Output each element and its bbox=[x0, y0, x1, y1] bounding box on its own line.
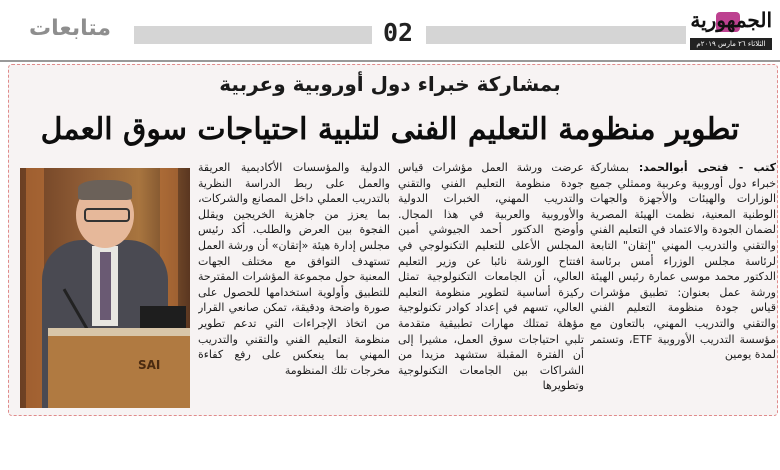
article-kicker: بمشاركة خبراء دول أوروبية وعربية bbox=[219, 72, 561, 96]
podium-logo: SAI bbox=[138, 358, 161, 372]
article-byline: كتب - فتحى أبوالحمد: bbox=[638, 161, 776, 174]
header-rule-right bbox=[426, 26, 686, 44]
header-rule-left bbox=[134, 26, 372, 44]
newspaper-header bbox=[0, 0, 780, 60]
section-title: متابعات bbox=[29, 16, 111, 41]
page-number: 02 bbox=[382, 18, 414, 47]
newspaper-logo bbox=[690, 8, 772, 52]
article-column-1 bbox=[590, 160, 776, 412]
newspaper-name: الجمهورية bbox=[690, 8, 772, 32]
speaker-photo bbox=[20, 168, 190, 408]
article-headline: تطوير منظومة التعليم الفنى لتلبية احتياجات سوق العمل bbox=[40, 112, 740, 147]
article-column-3: الدولية والمؤسسات الأكاديمية العريقة والعمل على ربط الدراسة النظرية بالتدريب العملي داخل المصانع والشركات، بما يعزز من جاهزية الخريجين ويقلل الفجوة بين العرض والطلب. أكد رئيس مجلس إدارة هيئة «إتقان» أن ورشة العمل تستهدف التوافق مع مختلف الجهات المعنية حول مجموعة المؤشرات المقترحة للتطبيق وأولوية استخدامها للحصول على صورة واضحة ودقيقة، تمكن صانعي القرار من اتخاذ الإجراءات التي تدعم تطوير منظومة التعليم الفني والتقني والتدريب المهني بما ينعكس على رفع كفاءة مخرجات تلك المنظومة bbox=[198, 161, 390, 377]
article-column-2: عرضت ورشة العمل مؤشرات قياس جودة منظومة التعليم الفني والتقني والتدريب المهني، الخبرات الدولية والأوروبية والعربية في هذا المجال. وأوضح الدكتور أحمد الجيوشي أمين المجلس الأعلى للتعليم التكنولوجي في افتتاح الورشة نائبا عن وزير التعليم العالي، أن الجامعات التكنولوجية تمثل ركيزة أساسية لتطوير منظومة التعليم العالي، تسهم في إعداد كوادر تكنولوجية مؤهلة تمتلك مهارات تطبيقية متقدمة تلبي احتياجات سوق العمل، مشيرا إلى أن الفترة المقبلة ستشهد مزيدا من الشراكات بين الجامعات التكنولوجية وتطويرها bbox=[398, 161, 584, 393]
issue-date: الثلاثاء ٢٦ مارس ٢٠١٩م bbox=[690, 38, 772, 50]
header-divider bbox=[0, 60, 780, 62]
column-1-text: بمشاركة خبراء دول أوروبية وعربية وممثلي جميع الوزارات والهيئات والأجهزة والجهات الوطنية المعنية، نظمت الهيئة المصرية لضمان الجودة والاعتماد في التعليم الفني والتقني والتدريب المهني "إتقان" التابعة لرئاسة مجلس الوزراء أمس برئاسة الدكتور محمد موسى عمارة رئيس الهيئة ورشة عمل بعنوان: تطبيق مؤشرات قياس جودة منظومة التعليم الفني والتقني والتدريب المهني، بالتعاون مع مؤسسة التدريب الأوروبية ETF، وتستمر لمدة يومين bbox=[590, 161, 776, 362]
